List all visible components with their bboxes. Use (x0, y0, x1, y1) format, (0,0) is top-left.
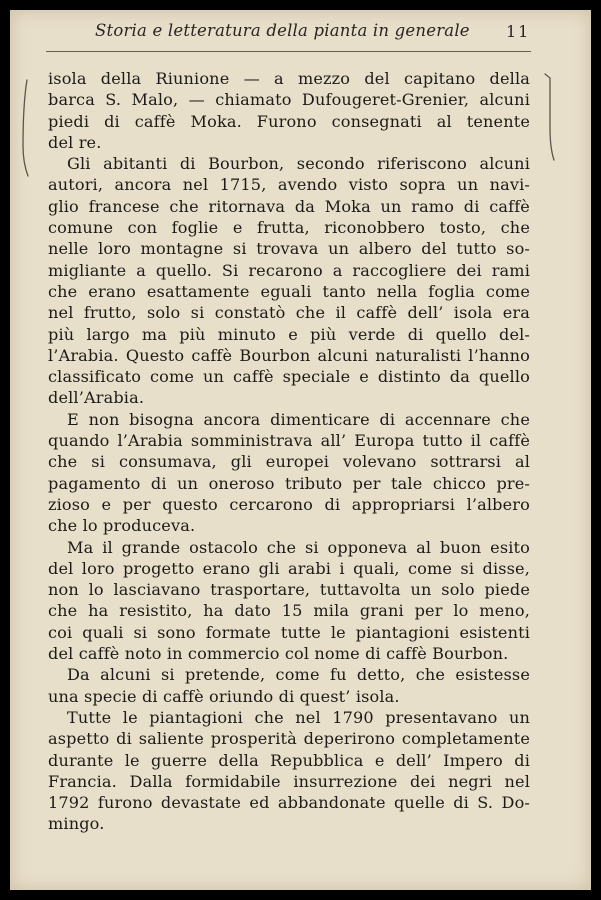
text-line: piedi di caffè Moka. Furono consegnati al tenente (48, 111, 530, 131)
text-line: glio francese che ritornava da Moka un ramo di caffè (48, 196, 530, 216)
text-line: Francia. Dalla formidabile insurrezione dei negri nel (48, 771, 530, 791)
running-title: Storia e letteratura della pianta in generale (95, 21, 470, 40)
text-line: mingo. (48, 814, 105, 834)
text-line: pagamento di un oneroso tributo per tale chicco pre- (48, 473, 530, 493)
header-rule (46, 51, 531, 52)
body-text (48, 68, 530, 835)
text-line: che lo produceva. (48, 516, 196, 536)
text-line: del loro progetto erano gli arabi i quali, come si disse, (48, 558, 530, 578)
text-line: barca S. Malo, — chiamato Dufougeret-Grenier, alcuni (48, 90, 530, 110)
text-line: classificato come un caffè speciale e distinto da quello (48, 367, 530, 387)
text-line: nelle loro montagne si trovava un albero del tutto so- (48, 239, 530, 259)
text-line: durante le guerre della Repubblica e dell’ Impero di (48, 750, 530, 770)
text-line: Tutte le piantagioni che nel 1790 presentavano un (67, 707, 530, 727)
text-line: Gli abitanti di Bourbon, secondo riferiscono alcuni (67, 154, 530, 174)
text-line: l’Arabia. Questo caffè Bourbon alcuni naturalisti l’hanno (48, 345, 530, 365)
text-line: isola della Riunione — a mezzo del capitano della (48, 69, 530, 88)
running-head (10, 10, 591, 54)
text-line: che erano esattamente eguali tanto nella foglia come (48, 281, 530, 301)
text-line: Da alcuni si pretende, come fu detto, che esistesse (67, 665, 530, 685)
text-line: quando l’Arabia somministrava all’ Europa tutto il caffè (48, 431, 530, 451)
text-line: del caffè noto in commercio col nome di caffè Bourbon. (48, 644, 509, 664)
text-line: migliante a quello. Si recarono a raccogliere dei rami (48, 260, 530, 280)
right-margin-pencil-mark (539, 66, 559, 166)
text-line: più largo ma più minuto e più verde di quello del- (48, 324, 530, 344)
text-line: comune con foglie e frutta, riconobbero tosto, che (48, 218, 530, 238)
book-page (10, 10, 591, 890)
text-line: coi quali si sono formate tutte le piantagioni esistenti (48, 622, 530, 642)
text-line: E non bisogna ancora dimenticare di accennare che (67, 409, 530, 429)
text-line: non lo lasciavano trasportare, tuttavolta un solo piede (48, 580, 530, 600)
text-line: aspetto di saliente prosperità deperirono completamente (48, 729, 530, 749)
text-line: nel frutto, solo si constatò che il caffè dell’ isola era (48, 303, 530, 323)
text-line: zioso e per questo cercarono di appropriarsi l’albero (48, 494, 530, 514)
text-line: dell’Arabia. (48, 388, 145, 408)
left-margin-pencil-mark (16, 78, 32, 178)
text-line: che si consumava, gli europei volevano sottrarsi al (48, 452, 530, 472)
page-number: 11 (506, 22, 531, 41)
text-line: una specie di caffè oriundo di quest’ isola. (48, 686, 400, 706)
text-line: 1792 furono devastate ed abbandonate quelle di S. Do- (48, 793, 530, 813)
text-line: autori, ancora nel 1715, avendo visto sopra un navi- (48, 175, 530, 195)
text-line: che ha resistito, ha dato 15 mila grani per lo meno, (48, 601, 530, 621)
text-line: Ma il grande ostacolo che si opponeva al buon esito (67, 537, 530, 557)
text-line: del re. (48, 132, 102, 152)
